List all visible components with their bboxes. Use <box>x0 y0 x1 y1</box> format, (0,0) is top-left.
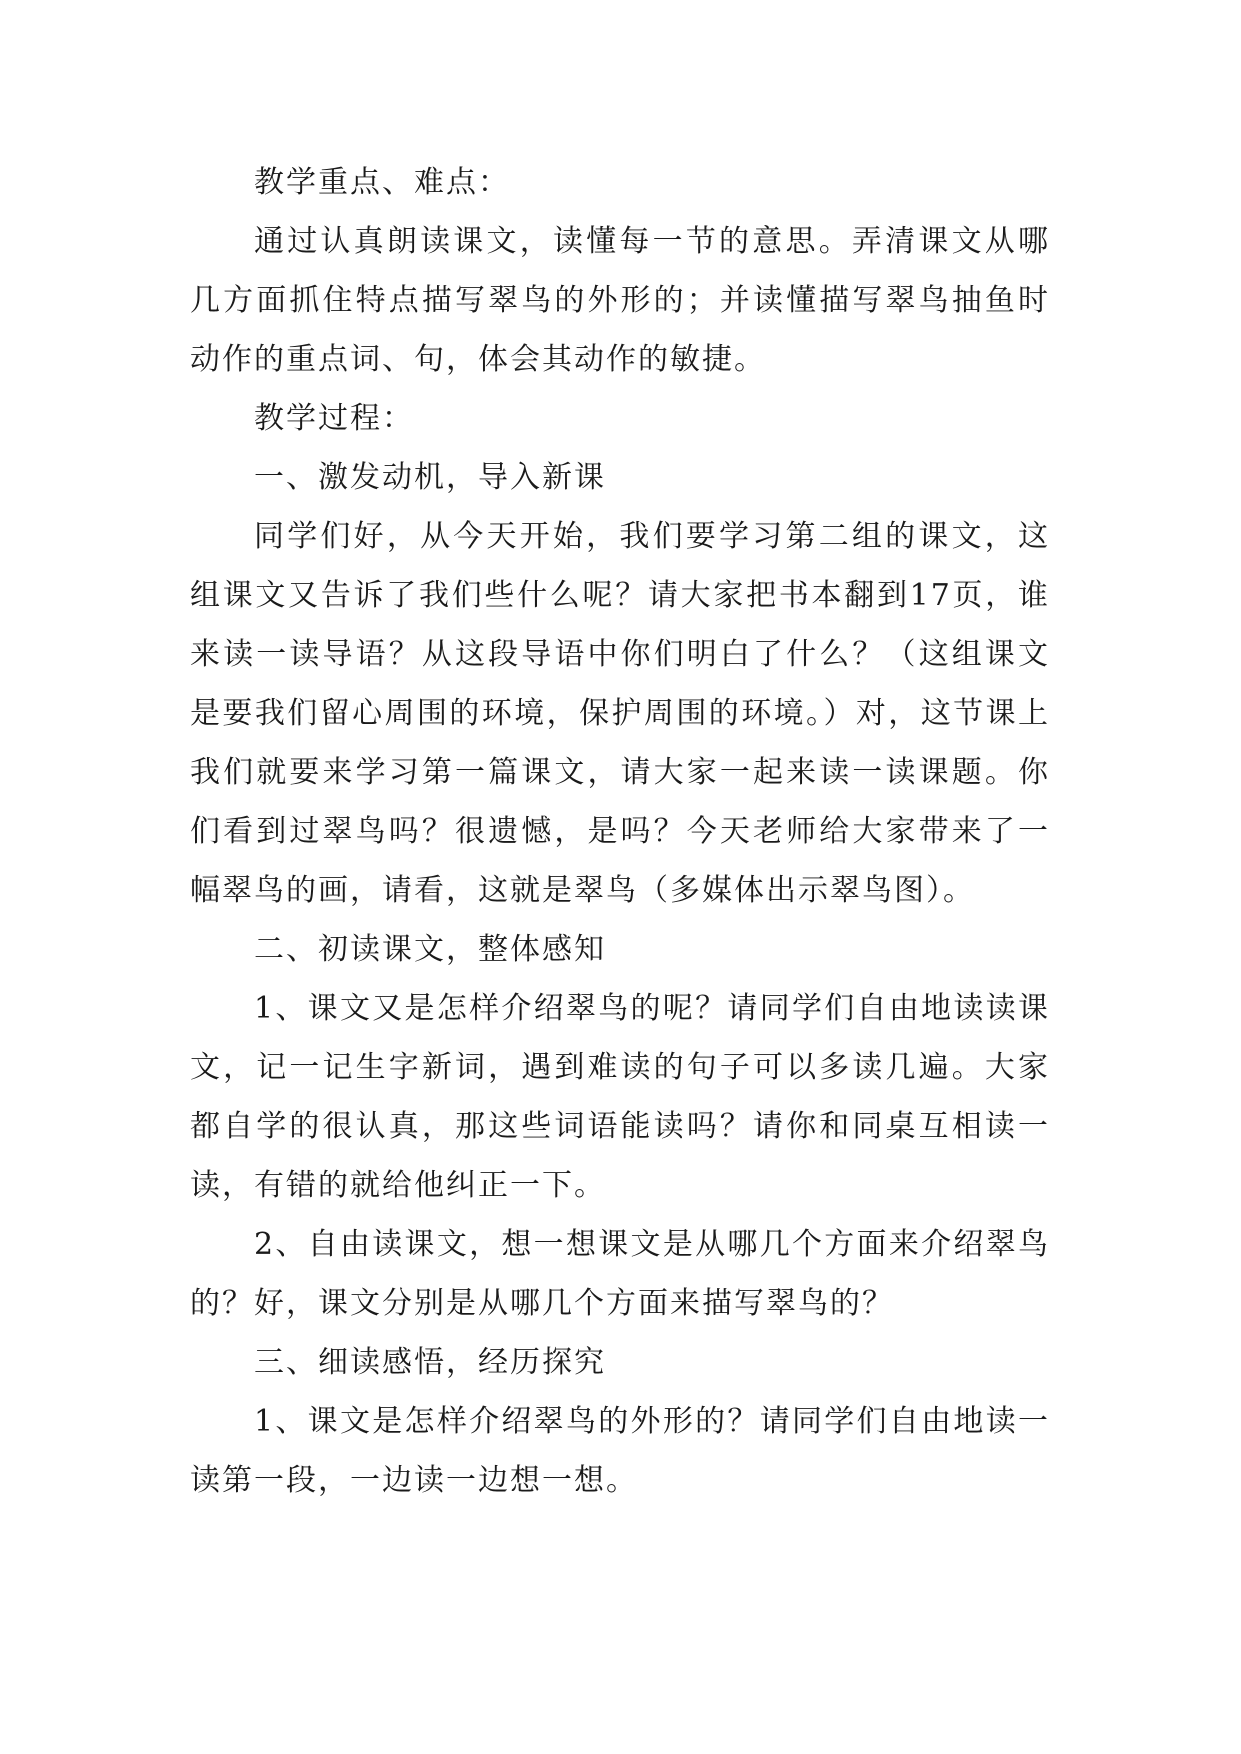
heading-teaching-process: 教学过程： <box>254 401 414 436</box>
document-body <box>190 153 1050 1510</box>
section-heading-1: 一、激发动机，导入新课 <box>254 460 606 495</box>
paragraph-key-points: 通过认真朗读课文，读懂每一节的意思。弄清课文从哪几方面抓住特点描写翠鸟的外形的；并读懂描写翠鸟抽鱼时动作的重点词、句，体会其动作的敏捷。 <box>190 224 1050 377</box>
heading-key-points: 教学重点、难点： <box>254 165 510 200</box>
paragraph-step-3-1: 1、课文是怎样介绍翠鸟的外形的？请同学们自由地读一读第一段，一边读一边想一想。 <box>190 1404 1050 1498</box>
paragraph-step-2-2: 2、自由读课文，想一想课文是从哪几个方面来介绍翠鸟的？好，课文分别是从哪几个方面来描写翠鸟的？ <box>190 1227 1050 1321</box>
section-heading-3: 三、细读感悟，经历探究 <box>254 1345 606 1380</box>
paragraph-step-2-1: 1、课文又是怎样介绍翠鸟的呢？请同学们自由地读读课文，记一记生字新词，遇到难读的句子可以多读几遍。大家都自学的很认真，那这些词语能读吗？请你和同桌互相读一读，有错的就给他纠正一下。 <box>190 991 1050 1203</box>
section-heading-2: 二、初读课文，整体感知 <box>254 932 606 967</box>
paragraph-introduction: 同学们好，从今天开始，我们要学习第二组的课文，这组课文又告诉了我们些什么呢？请大家把书本翻到17页，谁来读一读导语？从这段导语中你们明白了什么？（这组课文是要我们留心周围的环境，保护周围的环境。）对，这节课上我们就要来学习第一篇课文，请大家一起来读一读课题。你们看到过翠鸟吗？很遗憾，是吗？今天老师给大家带来了一幅翠鸟的画，请看，这就是翠鸟（多媒体出示翠鸟图）。 <box>190 519 1050 908</box>
